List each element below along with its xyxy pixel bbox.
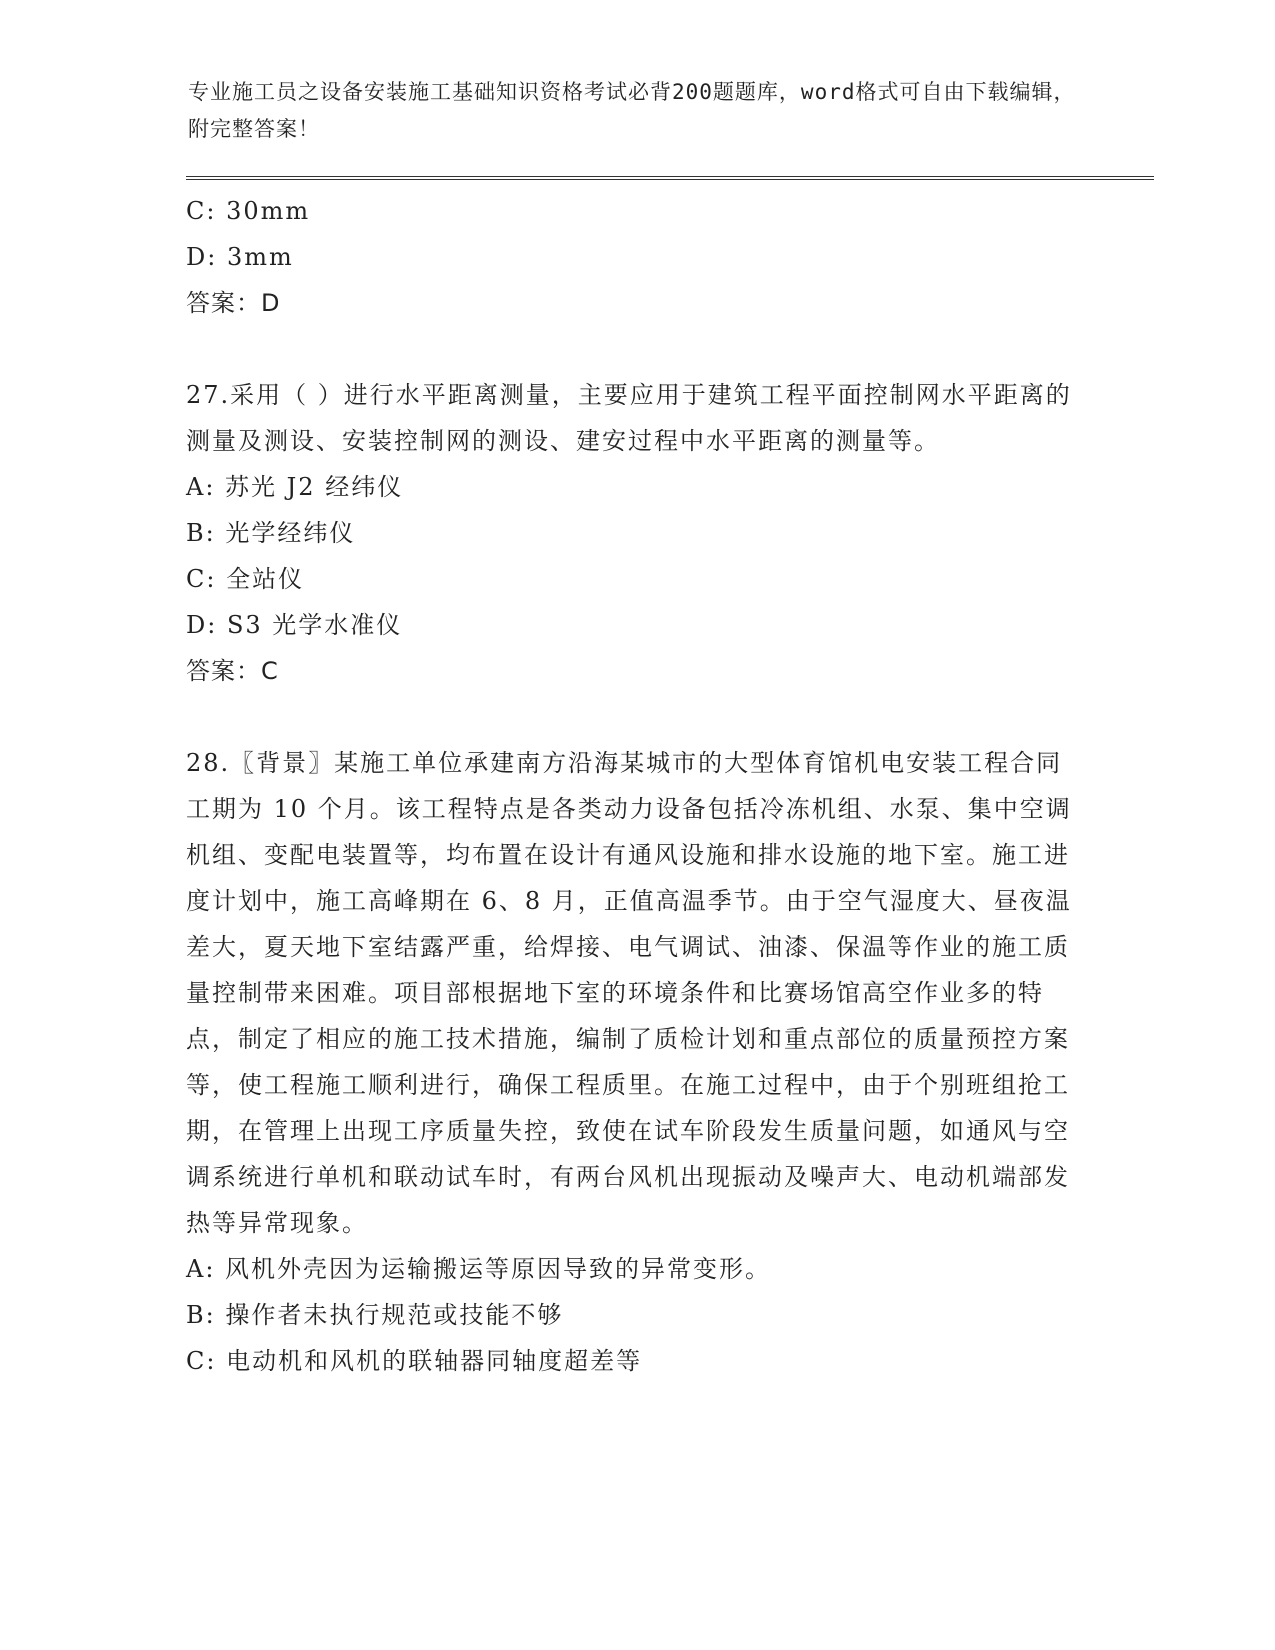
option-d: D: S3 光学水准仪 (186, 611, 403, 639)
question-stem: 27.采用（ ）进行水平距离测量，主要应用于建筑工程平面控制网水平距离的测量及测设、安装控制网的测设、建安过程中水平距离的测量等。 (186, 381, 1072, 455)
spacer (186, 694, 1076, 740)
option-d: D: 3mm (186, 243, 294, 271)
header-divider (186, 176, 1154, 180)
option-a: A: 苏光 J2 经纬仪 (186, 473, 404, 501)
answer: 答案：D (186, 289, 281, 317)
option-a: A: 风机外壳因为运输搬运等原因导致的异常变形。 (186, 1255, 772, 1283)
option-c: C: 全站仪 (186, 565, 305, 593)
option-b: B: 光学经纬仪 (186, 519, 356, 547)
spacer (186, 326, 1076, 372)
question-stem: 28.〖背景〗某施工单位承建南方沿海某城市的大型体育馆机电安装工程合同工期为 10 个月。该工程特点是各类动力设备包括冷冻机组、水泵、集中空调机组、变配电装置等，均布置在设计有通风设施和排水设施的地下室。施工进度计划中，施工高峰期在 6、8 月，正值高温季节。由于空气湿度大、昼夜温差大，夏天地下室结露严重，给焊接、电气调试、油漆、保温等作业的施工质量控制带来困难。项目部根据地下室的环境条件和比赛场馆高空作业多的特点，制定了相应的施工技术措施，编制了质检计划和重点部位的质量预控方案等，使工程施工顺利进行，确保工程质里。在施工过程中，由于个别班组抢工期，在管理上出现工序质量失控，致使在试车阶段发生质量问题，如通风与空调系统进行单机和联动试车时，有两台风机出现振动及噪声大、电动机端部发热等异常现象。 (186, 749, 1072, 1237)
document-header: 专业施工员之设备安装施工基础知识资格考试必背200题题库，word格式可自由下载编辑，附完整答案！ (188, 80, 1076, 141)
option-c: C: 30mm (186, 197, 311, 225)
answer: 答案：C (186, 657, 279, 685)
document-body (186, 188, 1076, 1384)
question-28 (186, 740, 1076, 1384)
option-c: C: 电动机和风机的联轴器同轴度超差等 (186, 1347, 643, 1375)
question-27 (186, 372, 1076, 694)
question-26-tail (186, 188, 1076, 326)
option-b: B: 操作者未执行规范或技能不够 (186, 1301, 564, 1329)
